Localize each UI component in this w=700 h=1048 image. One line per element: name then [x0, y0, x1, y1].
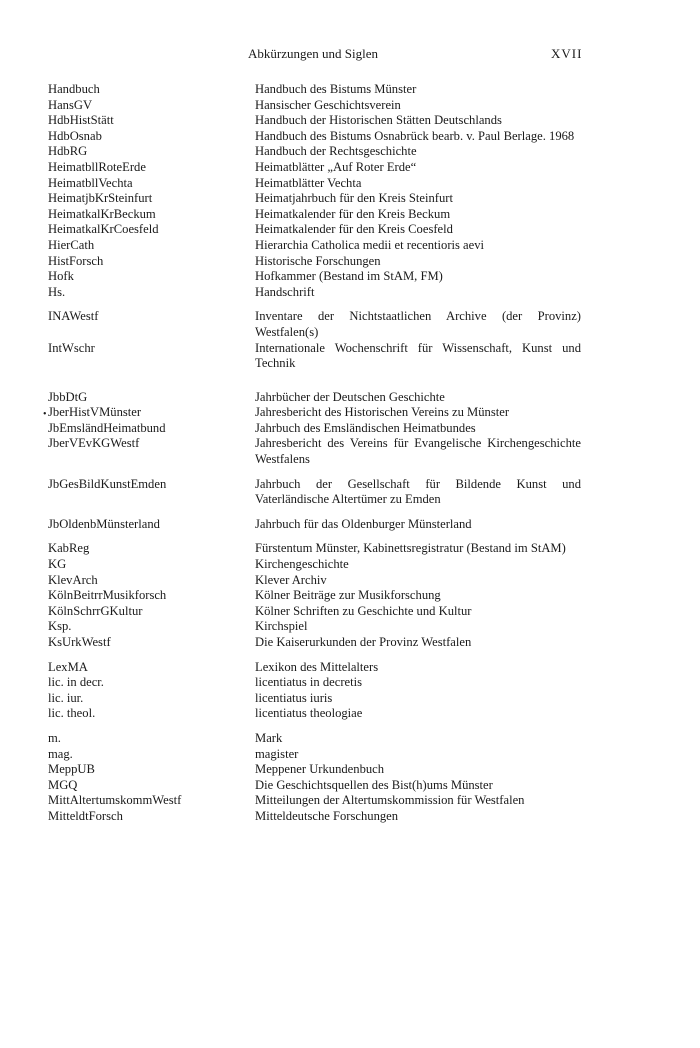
abbreviation-expansion: Mitteilungen der Altertumskommission für Westfalen — [255, 793, 525, 808]
abbreviation-entry — [0, 557, 700, 573]
abbreviation: HdbOsnab — [48, 128, 102, 143]
abbreviation-expansion: Heimatkalender für den Kreis Beckum — [255, 206, 451, 221]
abbreviation: lic. in decr. — [48, 675, 104, 690]
abbreviation: MGQ — [48, 777, 78, 792]
abbreviation-entry — [0, 436, 700, 467]
abbreviation-expansion: Jahrbuch der Gesellschaft für Bildende Kunst und Vaterländische Altertümer zu Emden — [255, 476, 581, 507]
abbreviation: m. — [48, 730, 61, 745]
abbreviation-entry — [0, 191, 700, 207]
abbreviation: HistForsch — [48, 253, 104, 268]
abbreviation-entry — [0, 793, 700, 809]
abbreviation-entry — [0, 588, 700, 604]
abbreviation-entry — [0, 421, 700, 437]
abbreviation-entry — [0, 619, 700, 635]
abbreviation-expansion: Hansischer Geschichtsverein — [255, 97, 401, 112]
abbreviation-expansion: Jahresbericht des Vereins für Evangelische Kirchengeschichte Westfalens — [255, 436, 581, 467]
abbreviation: KabReg — [48, 541, 90, 556]
abbreviation: MeppUB — [48, 762, 95, 777]
abbreviation: HeimatkalKrCoesfeld — [48, 222, 159, 237]
abbreviation: LexMA — [48, 659, 88, 674]
abbreviation-entry — [0, 113, 700, 129]
abbreviation-entry — [0, 541, 700, 557]
abbreviation-expansion: Meppener Urkundenbuch — [255, 762, 385, 777]
abbreviation: KsUrkWestf — [48, 635, 111, 649]
abbreviation-entry — [0, 762, 700, 778]
abbreviation: JberVEvKGWestf — [48, 436, 140, 451]
abbreviation-entry — [0, 778, 700, 794]
abbreviation-entry — [0, 160, 700, 176]
abbreviation-entry — [0, 660, 700, 676]
abbreviation: MittAltertumskommWestf — [48, 793, 182, 808]
abbreviation-expansion: Internationale Wochenschrift für Wissenschaft, Kunst und Technik — [255, 340, 581, 371]
abbreviation-expansion: Handbuch der Rechtsgeschichte — [255, 144, 417, 159]
abbreviation-entry — [0, 269, 700, 285]
abbreviation-entry — [0, 405, 700, 421]
abbreviation-expansion: Lexikon des Mittelalters — [255, 659, 379, 674]
abbreviation-expansion: licentiatus in decretis — [255, 675, 363, 690]
abbreviation-entry — [0, 477, 700, 508]
abbreviation-entry — [0, 573, 700, 589]
abbreviation: JbEmsländHeimatbund — [48, 420, 166, 435]
abbreviation: lic. theol. — [48, 706, 96, 721]
running-header — [0, 46, 700, 66]
abbreviation-entry — [0, 341, 700, 372]
abbreviation-expansion: Jahrbücher der Deutschen Geschichte — [255, 389, 445, 404]
abbreviation: HeimatjbKrSteinfurt — [48, 191, 153, 206]
abbreviation-expansion: Historische Forschungen — [255, 253, 381, 268]
abbreviation-entry — [0, 144, 700, 160]
abbreviation: KölnBeitrrMusikforsch — [48, 588, 167, 603]
abbreviation-entry — [0, 635, 700, 651]
abbreviation: MitteldtForsch — [48, 808, 123, 823]
margin-dot: • — [43, 409, 47, 421]
abbreviation: IntWschr — [48, 340, 95, 355]
abbreviation-entry — [0, 129, 700, 145]
abbreviation-entry — [0, 604, 700, 620]
abbreviation-entry — [0, 285, 700, 301]
abbreviation-list — [0, 82, 700, 825]
abbreviation-entry — [0, 238, 700, 254]
abbreviation: HansGV — [48, 97, 93, 112]
abbreviation: Hs. — [48, 284, 66, 299]
abbreviation-expansion: Kölner Schriften zu Geschichte und Kultur — [255, 603, 472, 618]
abbreviation-expansion: Hierarchia Catholica medii et recentioris aevi — [255, 237, 485, 252]
abbreviation: HierCath — [48, 237, 95, 252]
abbreviation-expansion: Mark — [255, 730, 283, 745]
abbreviation: HeimatbllVechta — [48, 175, 133, 190]
abbreviation: HdbRG — [48, 144, 88, 159]
abbreviation: JbbDtG — [48, 389, 88, 404]
page-number: XVII — [551, 46, 583, 61]
abbreviation-entry — [0, 176, 700, 192]
abbreviation-expansion: Jahresbericht des Historischen Vereins zu Münster — [255, 405, 510, 420]
abbreviation-entry — [0, 254, 700, 270]
abbreviation: JbOldenbMünsterland — [48, 516, 160, 531]
abbreviation: HeimatkalKrBeckum — [48, 206, 156, 221]
abbreviation-expansion: Kirchengeschichte — [255, 557, 349, 572]
abbreviation-expansion: Hofkammer (Bestand im StAM, FM) — [255, 269, 443, 284]
abbreviation-entry — [0, 222, 700, 238]
abbreviation-expansion: licentiatus theologiae — [255, 706, 363, 721]
abbreviation-entry — [0, 706, 700, 722]
abbreviation: Hofk — [48, 269, 74, 284]
abbreviation-expansion: Die Kaiserurkunden der Provinz Westfalen — [255, 635, 472, 649]
abbreviation-expansion: Handbuch des Bistums Münster — [255, 82, 417, 96]
abbreviation-entry — [0, 390, 700, 406]
abbreviation-entry — [0, 207, 700, 223]
abbreviation: KlevArch — [48, 572, 98, 587]
abbreviation-expansion: Jahrbuch für das Oldenburger Münsterland — [255, 516, 472, 531]
abbreviation-expansion: Klever Archiv — [255, 572, 327, 587]
abbreviation: Ksp. — [48, 619, 72, 634]
abbreviation-expansion: Heimatblätter Vechta — [255, 175, 362, 190]
abbreviation-expansion: Inventare der Nichtstaatlichen Archive (der Provinz) Westfalen(s) — [255, 309, 581, 339]
abbreviation-expansion: Kölner Beiträge zur Musikforschung — [255, 588, 441, 603]
abbreviation: JbGesBildKunstEmden — [48, 476, 167, 491]
abbreviation: mag. — [48, 746, 73, 761]
abbreviation: KölnSchrrGKultur — [48, 603, 143, 618]
abbreviation: HdbHistStätt — [48, 113, 114, 128]
abbreviation: KG — [48, 557, 67, 572]
abbreviation-expansion: Handbuch der Historischen Stätten Deutschlands — [255, 113, 502, 128]
abbreviation-entry — [0, 731, 700, 747]
abbreviation-expansion: Handschrift — [255, 284, 315, 299]
abbreviation-entry — [0, 517, 700, 533]
abbreviation-expansion: Mitteldeutsche Forschungen — [255, 808, 399, 823]
abbreviation-expansion: Heimatkalender für den Kreis Coesfeld — [255, 222, 453, 237]
header-title: Abkürzungen und Siglen — [248, 46, 378, 61]
abbreviation-expansion: Kirchspiel — [255, 619, 308, 634]
abbreviation-expansion: Fürstentum Münster, Kabinettsregistratur (Bestand im StAM) — [255, 541, 566, 556]
abbreviation-expansion: magister — [255, 746, 299, 761]
abbreviation-entry — [0, 98, 700, 114]
abbreviation-expansion: Heimatblätter „Auf Roter Erde“ — [255, 159, 417, 174]
abbreviation: JberHistVMünster — [48, 405, 142, 420]
abbreviation-expansion: Die Geschichtsquellen des Bist(h)ums Münster — [255, 777, 493, 792]
abbreviation-expansion: Jahrbuch des Emsländischen Heimatbundes — [255, 420, 476, 435]
abbreviation-entry — [0, 691, 700, 707]
abbreviation: Handbuch — [48, 82, 100, 96]
abbreviation-entry — [0, 809, 700, 825]
abbreviation-entry — [0, 309, 700, 340]
abbreviation: HeimatbllRoteErde — [48, 159, 146, 174]
abbreviation-expansion: licentiatus iuris — [255, 690, 333, 705]
abbreviation: lic. iur. — [48, 690, 84, 705]
abbreviation-entry — [0, 82, 700, 98]
abbreviation-expansion: Heimatjahrbuch für den Kreis Steinfurt — [255, 191, 453, 206]
abbreviation-expansion: Handbuch des Bistums Osnabrück bearb. v. Paul Berlage. 1968 — [255, 128, 575, 143]
abbreviation-entry — [0, 747, 700, 763]
abbreviation: INAWestf — [48, 309, 99, 324]
abbreviation-entry — [0, 675, 700, 691]
